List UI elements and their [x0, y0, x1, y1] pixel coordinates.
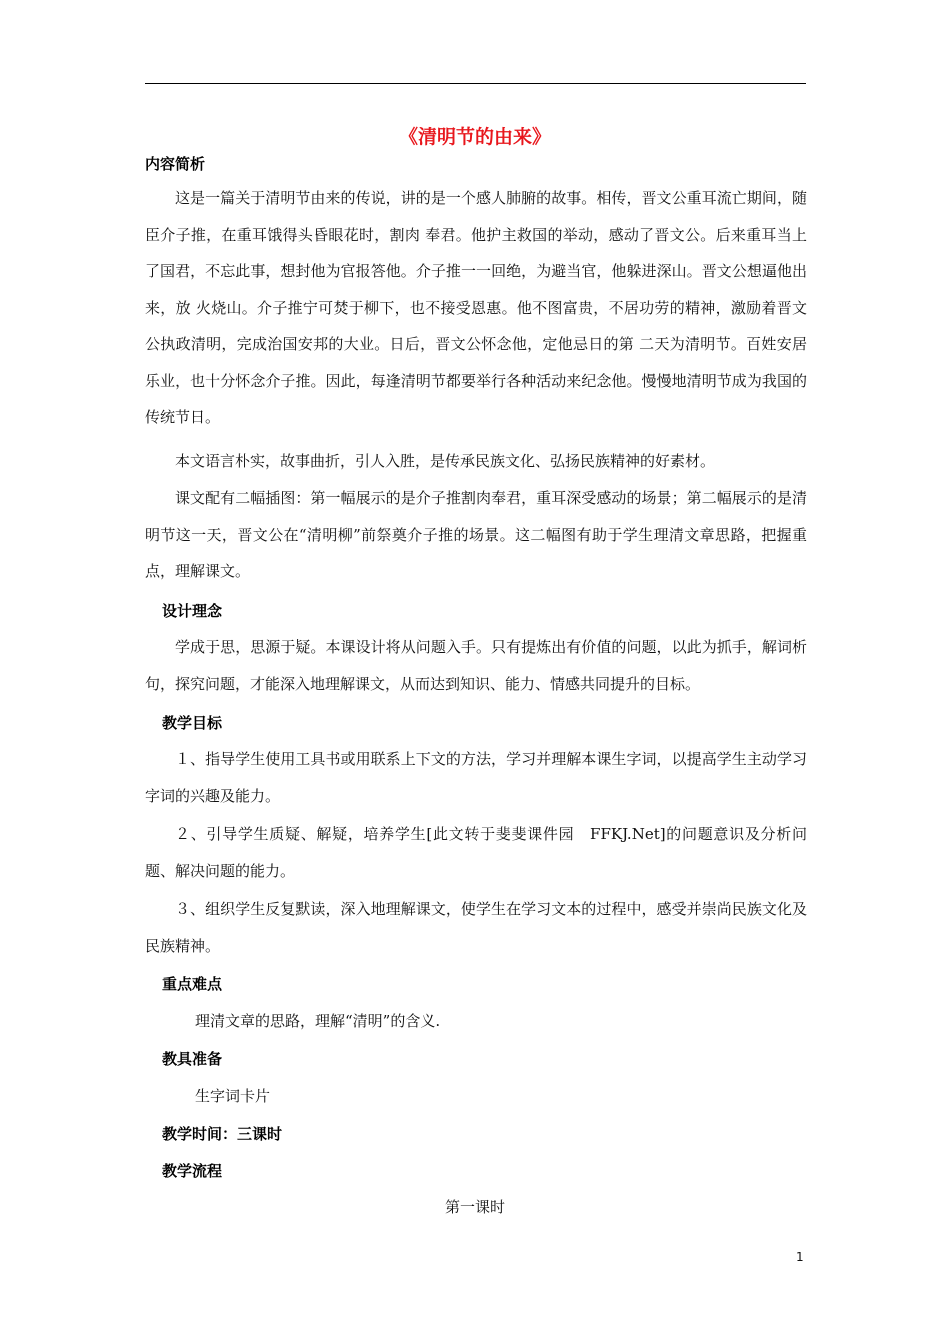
teaching-goal-item-3: ３、组织学生反复默读，深入地理解课文，使学生在学习文本的过程中，感受并崇尚民族文化及民族精神。 [145, 900, 807, 955]
header-rule [145, 83, 806, 84]
section-heading-design-concept: 设计理念 [162, 602, 223, 620]
content-analysis-paragraph-2: 本文语言朴实，故事曲折，引人入胜，是传承民族文化、弘扬民族精神的好素材。 [175, 452, 716, 470]
design-concept-paragraph: 学成于思，思源于疑。本课设计将从问题入手。只有提炼出有价值的问题，以此为抓手，解词析句，探究问题，才能深入地理解课文，从而达到知识、能力、情感共同提升的目标。 [145, 638, 807, 693]
page-number: 1 [796, 1250, 804, 1264]
materials-text: 生字词卡片 [195, 1087, 271, 1105]
section-heading-key-points: 重点难点 [162, 975, 223, 993]
section-heading-teaching-process: 教学流程 [162, 1162, 223, 1180]
key-points-text: 理清文章的思路，理解“清明”的含义. [195, 1012, 441, 1030]
section-heading-teaching-goals: 教学目标 [162, 714, 223, 732]
section-heading-content-analysis: 内容简析 [145, 155, 206, 173]
lesson-subheading: 第一课时 [444, 1198, 505, 1216]
content-analysis-paragraph-3: 课文配有二幅插图：第一幅展示的是介子推割肉奉君，重耳深受感动的场景；第二幅展示的是清明节这一天，晋文公在“清明柳”前祭奠介子推的场景。这二幅图有助于学生理清文章思路，把握重点，理解课文。 [145, 489, 807, 580]
document-title: 《清明节的由来》 [398, 126, 551, 148]
teaching-goal-item-2: ２、引导学生质疑、解疑，培养学生[此文转于斐斐课件园 FFKJ.Net]的问题意识及分析问题、解决问题的能力。 [145, 825, 807, 880]
content-analysis-paragraph-1: 这是一篇关于清明节由来的传说，讲的是一个感人肺腑的故事。相传，晋文公重耳流亡期间，随臣介子推，在重耳饿得头昏眼花时，割肉 奉君。他护主救国的举动，感动了晋文公。后来重耳当上了国君，不忘此事，想封他为官报答他。介子推一一回绝，为避当官，他躲进深山。晋文公想逼他出来，放 火烧山。介子推宁可焚于柳下，也不接受恩惠。他不图富贵，不居功劳的精神，激励着晋文公执政清明，完成治国安邦的大业。日后，晋文公怀念他，定他忌日的第 二天为清明节。百姓安居乐业，也十分怀念介子推。因此，每逢清明节都要举行各种活动来纪念他。慢慢地清明节成为我国的传统节日。 [145, 189, 807, 426]
section-heading-materials: 教具准备 [162, 1050, 223, 1068]
section-heading-teaching-time: 教学时间：三课时 [162, 1125, 283, 1143]
teaching-goal-item-1: １、指导学生使用工具书或用联系上下文的方法，学习并理解本课生字词，以提高学生主动学习字词的兴趣及能力。 [145, 750, 807, 805]
